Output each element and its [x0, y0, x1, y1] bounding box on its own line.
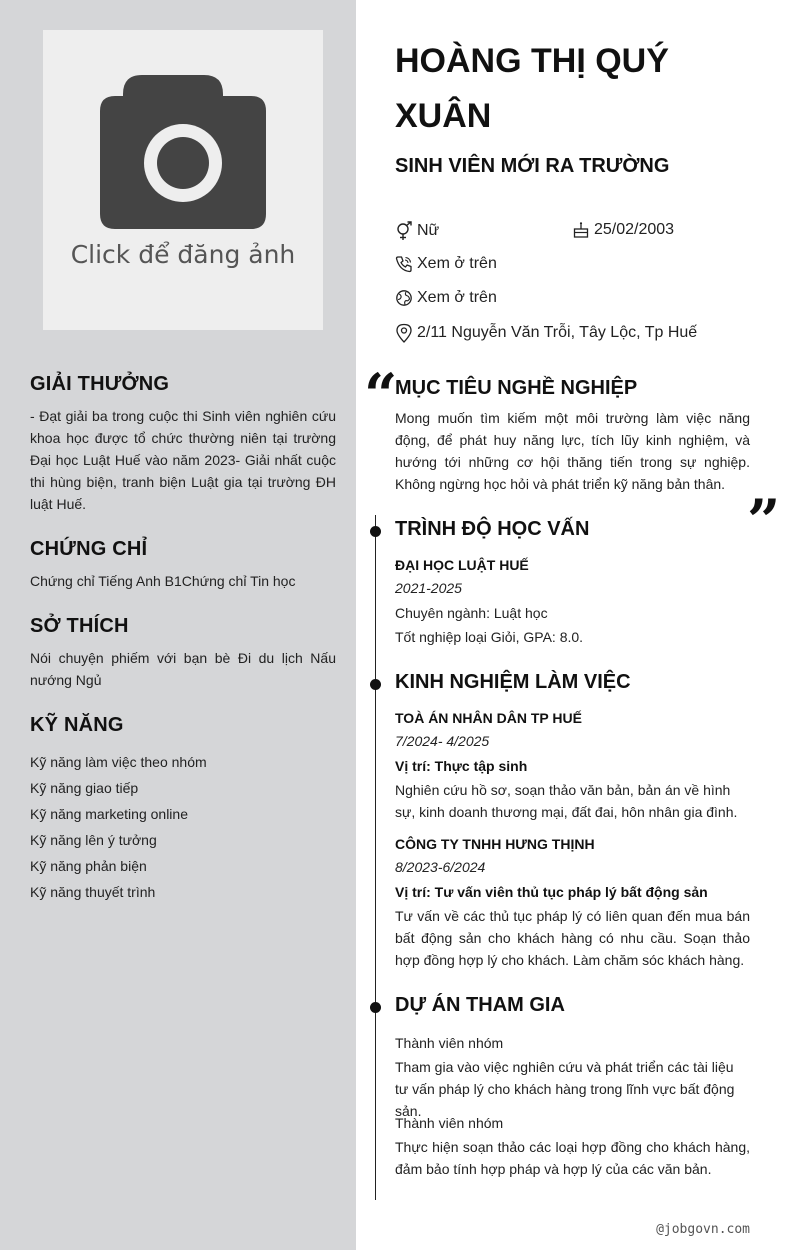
photo-upload[interactable] — [43, 30, 323, 330]
job-period: 7/2024- 4/2025 — [395, 733, 490, 749]
skills-list — [30, 749, 336, 905]
job-description: Tư vấn về các thủ tục pháp lý có liên quan đến mua bán bất động sản cho khách hàng có nhu cầu. Soạn thảo hợp đồng hợp lý cho khách. Làm chăm sóc khách hàng. — [395, 908, 750, 968]
timeline-dot — [370, 526, 381, 537]
address-value: 2/11 Nguyễn Văn Trỗi, Tây Lộc, Tp Huế — [417, 324, 698, 341]
education-period: 2021-2025 — [395, 580, 462, 596]
address-row — [395, 323, 697, 343]
education-title: TRÌNH ĐỘ HỌC VẤN — [395, 518, 590, 540]
project-role: Thành viên nhóm — [395, 1115, 504, 1131]
close-quote-mark: ” — [747, 487, 781, 555]
hobbies-text: Nói chuyện phiếm với bạn bè Đi du lịch Nấu nướng Ngủ — [30, 650, 336, 688]
birthday-value: 25/02/2003 — [594, 221, 675, 238]
website-value: Xem ở trên — [417, 289, 497, 306]
skill-item: Kỹ năng marketing online — [30, 806, 188, 822]
project-description: Tham gia vào việc nghiên cứu và phát triển các tài liệu tư vấn pháp lý cho khách hàng trong lĩnh vực bất động sản. — [395, 1059, 735, 1119]
timeline-dot — [370, 1002, 381, 1013]
education-major: Chuyên ngành: Luật học — [395, 605, 548, 621]
skills-section — [30, 714, 336, 905]
certificates-text: Chứng chỉ Tiếng Anh B1Chứng chỉ Tin học — [30, 573, 296, 589]
phone-icon — [395, 255, 413, 273]
objective-title: MỤC TIÊU NGHỀ NGHIỆP — [395, 377, 638, 399]
gender-value: Nữ — [417, 222, 440, 239]
candidate-headline: SINH VIÊN MỚI RA TRƯỜNG — [395, 155, 670, 177]
hobbies-title: SỞ THÍCH — [30, 615, 129, 637]
job-description: Nghiên cứu hồ sơ, soạn thảo văn bản, bản án về hình sự, kinh doanh thương mại, đất đai, hôn nhân gia đình. — [395, 782, 738, 820]
birthday-row — [572, 221, 674, 239]
skill-item: Kỹ năng giao tiếp — [30, 780, 139, 796]
project-role: Thành viên nhóm — [395, 1035, 504, 1051]
experience-title: KINH NGHIỆM LÀM VIỆC — [395, 671, 631, 693]
main-content — [356, 0, 790, 1250]
job-company: CÔNG TY TNHH HƯNG THỊNH — [395, 836, 595, 852]
gender-row — [395, 221, 439, 241]
awards-section — [30, 373, 336, 515]
timeline-line — [375, 515, 376, 1200]
certificates-title: CHỨNG CHỈ — [30, 538, 148, 560]
hobbies-section — [30, 615, 336, 691]
open-quote-mark: “ — [364, 361, 398, 429]
job-company: TOÀ ÁN NHÂN DÂN TP HUẾ — [395, 710, 582, 726]
job-role: Vị trí: Tư vấn viên thủ tục pháp lý bất động sản — [395, 884, 708, 900]
job-period: 8/2023-6/2024 — [395, 859, 486, 875]
map-pin-icon — [395, 323, 413, 343]
certificates-section — [30, 538, 336, 592]
education-result: Tốt nghiệp loại Giỏi, GPA: 8.0. — [395, 629, 584, 645]
skill-item: Kỹ năng thuyết trình — [30, 884, 156, 900]
candidate-name: HOÀNG THỊ QUÝ XUÂN — [395, 42, 669, 135]
sidebar — [0, 0, 356, 1250]
skill-item: Kỹ năng lên ý tưởng — [30, 832, 157, 848]
skill-item: Kỹ năng làm việc theo nhóm — [30, 754, 207, 770]
objective-text: Mong muốn tìm kiếm một môi trường làm việc năng động, để phát huy năng lực, tích lũy kinh nghiệm, và hướng tới những cơ hội thăng tiến trong sự nghiệp. Không ngừng học hỏi và phát triển kỹ năng bản thân. — [395, 410, 750, 492]
awards-text: - Đạt giải ba trong cuộc thi Sinh viên nghiên cứu khoa học được tổ chức thường niên tại trường Đại học Luật Huế vào năm 2023- Giải nhất cuộc thi hùng biện, tranh biện Luật gia tại trường ĐH luật Huế. — [30, 408, 336, 512]
camera-icon — [43, 30, 323, 330]
skills-title: KỸ NĂNG — [30, 714, 124, 736]
education-school: ĐẠI HỌC LUẬT HUẾ — [395, 557, 529, 573]
projects-title: DỰ ÁN THAM GIA — [395, 994, 565, 1016]
website-row — [395, 289, 497, 307]
footer-watermark: @jobgovn.com — [656, 1222, 750, 1237]
birthday-cake-icon — [572, 221, 590, 239]
skill-item: Kỹ năng phản biện — [30, 858, 147, 874]
gender-icon — [395, 221, 413, 241]
phone-row — [395, 255, 497, 273]
awards-title: GIẢI THƯỞNG — [30, 373, 170, 395]
phone-value: Xem ở trên — [417, 255, 497, 272]
globe-icon — [395, 289, 413, 307]
timeline-dot — [370, 679, 381, 690]
project-description: Thực hiện soạn thảo các loại hợp đồng cho khách hàng, đảm bảo tính hợp pháp và hợp lý của các văn bản. — [395, 1139, 750, 1177]
photo-caption: Click để đăng ảnh — [70, 240, 296, 269]
job-role: Vị trí: Thực tập sinh — [395, 758, 528, 774]
